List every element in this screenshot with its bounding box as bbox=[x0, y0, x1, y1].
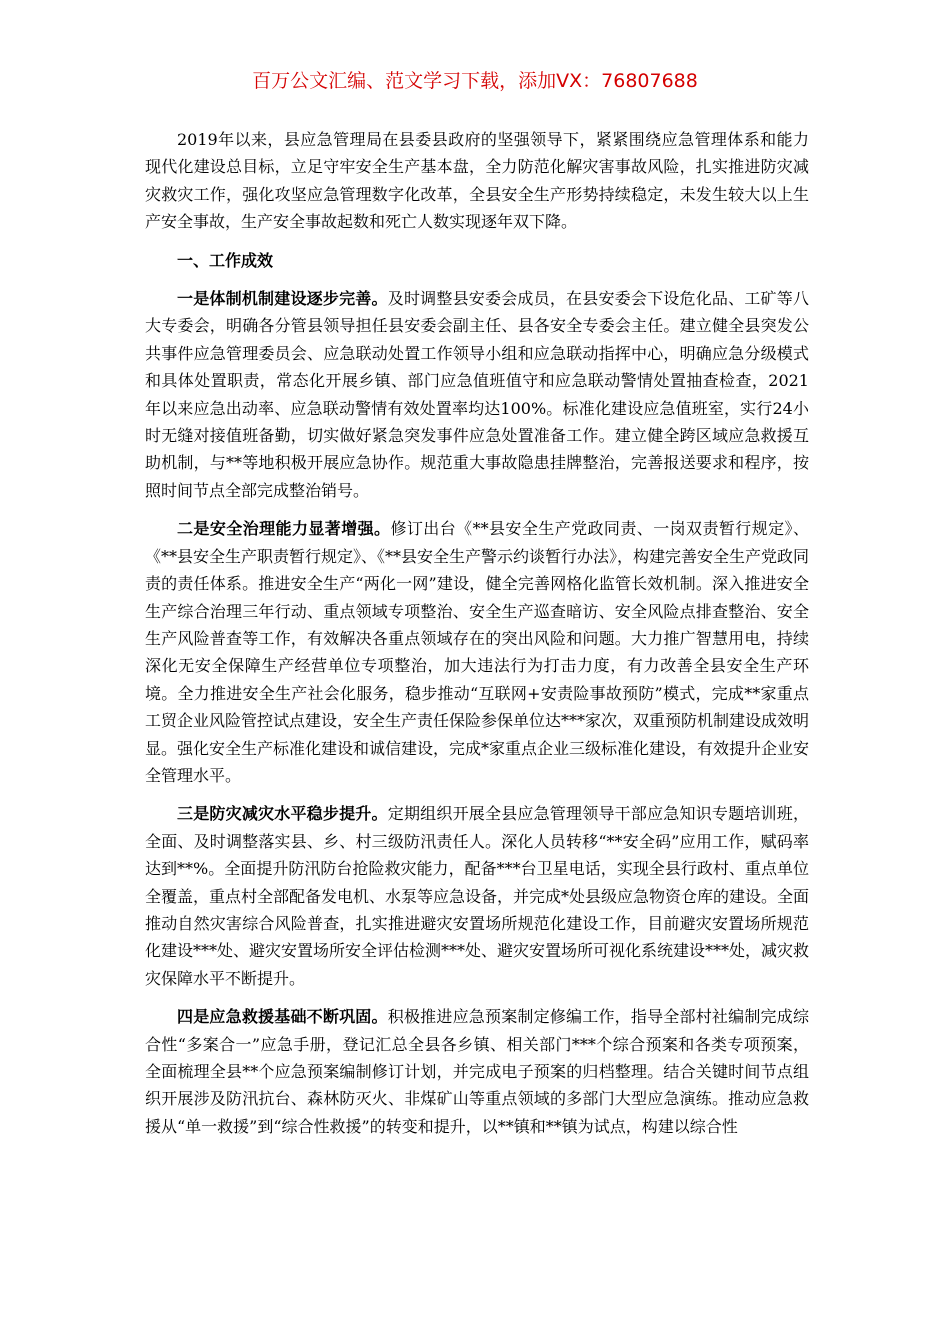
intro-paragraph: 2019年以来，县应急管理局在县委县政府的坚强领导下，紧紧围绕应急管理体系和能力现代化建设总目标，立足守牢安全生产基本盘，全力防范化解灾害事故风险，扎实推进防灾减灾救灾工作，强化攻坚应急管理数字化改革，全县安全生产形势持续稳定，未发生较大以上生产安全事故，生产安全事故起数和死亡人数实现逐年双下降。 bbox=[145, 130, 809, 232]
document-body bbox=[145, 126, 809, 1140]
item-paragraph-2 bbox=[145, 515, 809, 789]
item-body: 及时调整县安委会成员，在县安委会下设危化品、工矿等八大专委会，明确各分管县领导担任县安委会副主任、县各安全专委会主任。建立健全县突发公共事件应急管理委员会、应急联动处置工作领导小组和应急联动指挥中心，明确应急分级模式和具体处置职责，常态化开展乡镇、部门应急值班值守和应急联动警情处置抽查检查，2021年以来应急出动率、应急联动警情有效处置率均达100%。标准化建设应急值班室，实行24小时无缝对接值班备勤，切实做好紧急突发事件应急处置准备工作。建立健全跨区域应急救援互助机制，与**等地积极开展应急协作。规范重大事故隐患挂牌整治，完善报送要求和程序，按照时间节点全部完成整治销号。 bbox=[145, 289, 809, 500]
item-lead: 二是安全治理能力显著增强。 bbox=[177, 519, 391, 539]
section-heading: 一、工作成效 bbox=[177, 250, 274, 270]
header-watermark: 百万公文汇编、范文学习下载，添加VX：76807688 bbox=[252, 70, 698, 92]
item-lead: 一是体制机制建设逐步完善。 bbox=[177, 289, 388, 309]
item-paragraph-1 bbox=[145, 285, 809, 504]
item-body: 积极推进应急预案制定修编工作，指导全部村社编制完成综合性“多案合一”应急手册，登记汇总全县各乡镇、相关部门***个综合预案和各类专项预案，全面梳理全县**个应急预案编制修订计划，并完成电子预案的归档整理。结合关键时间节点组织开展涉及防汛抗台、森林防灭火、非煤矿山等重点领域的多部门大型应急演练。推动应急救援从“单一救援”到“综合性救援”的转变和提升，以**镇和**镇为试点，构建以综合性 bbox=[145, 1007, 809, 1136]
item-paragraph-4 bbox=[145, 1003, 809, 1140]
item-body: 修订出台《**县安全生产党政同责、一岗双责暂行规定》、《**县安全生产职责暂行规定》、《**县安全生产警示约谈暂行办法》，构建完善安全生产党政同责的责任体系。推进安全生产“两化一网”建设，健全完善网格化监管长效机制。深入推进安全生产综合治理三年行动、重点领域专项整治、安全生产巡查暗访、安全风险点排查整治、安全生产风险普查等工作，有效解决各重点领域存在的突出风险和问题。大力推广智慧用电，持续深化无安全保障生产经营单位专项整治，加大违法行为打击力度，有力改善全县安全生产环境。全力推进安全生产社会化服务，稳步推动“互联网+安责险事故预防”模式，完成**家重点工贸企业风险管控试点建设，安全生产责任保险参保单位达***家次，双重预防机制建设成效明显。强化安全生产标准化建设和诚信建设，完成*家重点企业三级标准化建设，有效提升企业安全管理水平。 bbox=[145, 519, 810, 785]
item-lead: 四是应急救援基础不断巩固。 bbox=[177, 1007, 388, 1027]
item-lead: 三是防灾减灾水平稳步提升。 bbox=[177, 804, 388, 824]
item-body: 定期组织开展全县应急管理领导干部应急知识专题培训班，全面、及时调整落实县、乡、村三级防汛责任人。深化人员转移“**安全码”应用工作，赋码率达到**%。全面提升防汛防台抢险救灾能力，配备***台卫星电话，实现全县行政村、重点单位全覆盖，重点村全部配备发电机、水泵等应急设备，并完成*处县级应急物资仓库的建设。全面推动自然灾害综合风险普查，扎实推进避灾安置场所规范化建设工作，目前避灾安置场所规范化建设***处、避灾安置场所安全评估检测***处、避灾安置场所可视化系统建设***处，减灾救灾保障水平不断提升。 bbox=[145, 804, 810, 988]
item-paragraph-3 bbox=[145, 800, 809, 992]
